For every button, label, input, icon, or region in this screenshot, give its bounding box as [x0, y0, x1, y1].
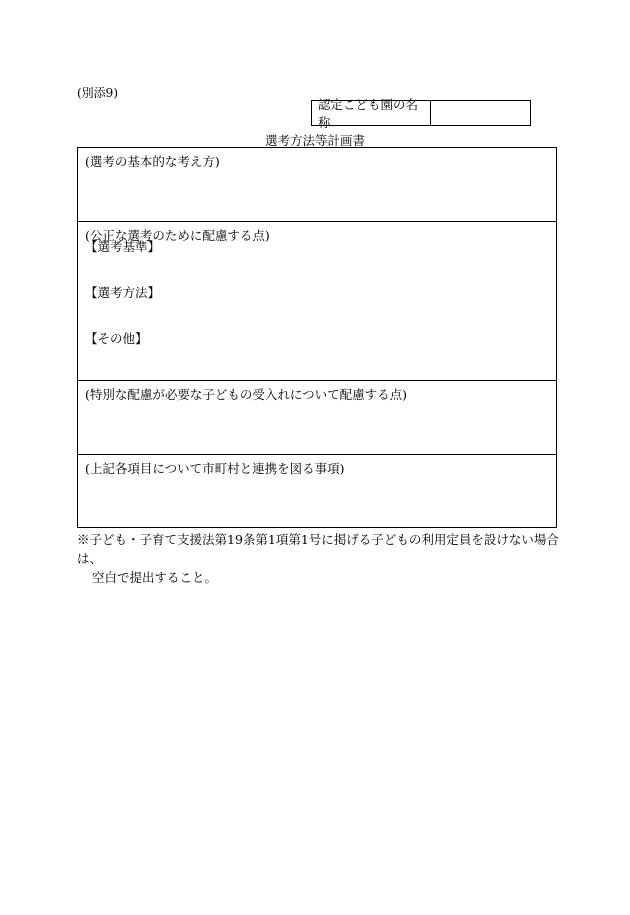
- section-title: (上記各項目について市町村と連携を図る事項): [85, 461, 345, 476]
- sub-other: 【その他】: [85, 331, 148, 346]
- section-municipal-coordination[interactable]: [78, 455, 556, 527]
- footnote-line-1: ※子ども・子育て支援法第19条第1項第1号に掲げる子どもの利用定員を設けない場合は、: [77, 532, 559, 566]
- section-fair-selection[interactable]: [78, 222, 556, 381]
- sub-selection-criteria: 【選考基準】: [85, 239, 161, 254]
- selection-plan-form: [77, 147, 557, 528]
- facility-name-box: [311, 97, 531, 130]
- section-title: (選考の基本的な考え方): [85, 154, 220, 169]
- section-title: (公正な選考のために配慮する点): [85, 228, 270, 243]
- facility-name-field[interactable]: [431, 101, 530, 125]
- attachment-label: (別添9): [77, 86, 118, 100]
- footnote-line-2: 空白で提出すること。: [92, 570, 218, 585]
- facility-name-label: 認定こども園の名称: [312, 101, 431, 125]
- document-title: 選考方法等計画書: [264, 133, 365, 148]
- sub-selection-method: 【選考方法】: [85, 285, 161, 300]
- footnote: [77, 530, 567, 587]
- section-special-care[interactable]: [78, 381, 556, 455]
- section-basic-approach[interactable]: [78, 148, 556, 222]
- section-title: (特別な配慮が必要な子どもの受入れについて配慮する点): [85, 387, 408, 402]
